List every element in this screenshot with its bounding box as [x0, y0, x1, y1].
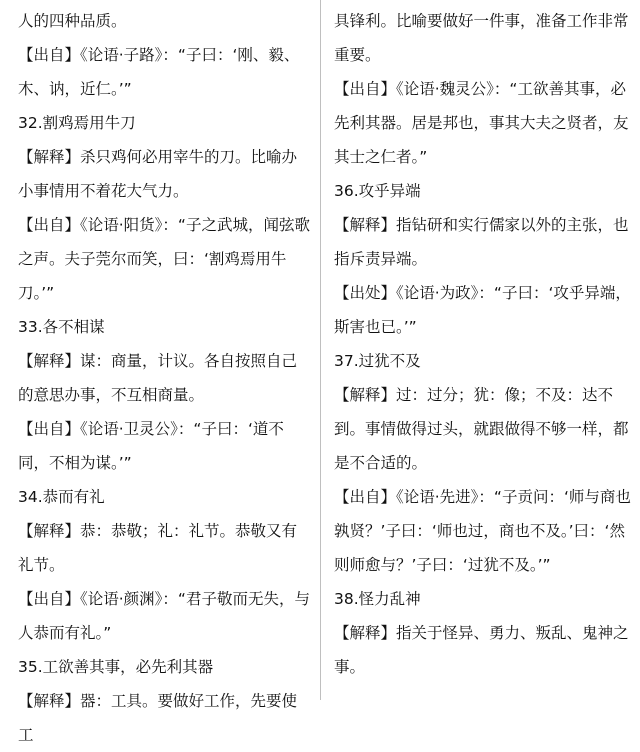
entry-heading: 34.恭而有礼	[18, 488, 105, 506]
source-paragraph: 【出自】《论语·卫灵公》：“子曰：‘道不同，不相为谋。’”	[18, 420, 284, 472]
entry-heading: 36.攻乎异端	[334, 182, 421, 200]
source-paragraph: 【出自】《论语·先进》：“子贡问：‘师与商也孰贤？’子曰：‘师也过，商也不及。’曰：‘然则师愈与？’子曰：‘过犹不及。’”	[334, 488, 631, 574]
left-column	[0, 0, 320, 744]
explanation-paragraph: 【解释】恭：恭敬；礼：礼节。恭敬又有礼节。	[18, 522, 298, 574]
source-paragraph: 【出自】《论语·颜渊》：“君子敬而无失，与人恭而有礼。”	[18, 590, 310, 642]
explanation-paragraph: 【解释】指钻研和实行儒家以外的主张，也指斥责异端。	[334, 216, 629, 268]
source-paragraph: 【出自】《论语·魏灵公》：“工欲善其事，必先利其器。居是邦也，事其大夫之贤者，友其士之仁者。”	[334, 80, 629, 166]
explanation-paragraph: 【解释】器：工具。要做好工作，先要使工	[18, 692, 298, 744]
source-paragraph: 【出自】《论语·子路》：“子曰：‘刚、毅、木、讷，近仁。’”	[18, 46, 300, 98]
entry-heading: 37.过犹不及	[334, 352, 421, 370]
explanation-paragraph: 【解释】谋：商量，计议。各自按照自己的意思办事，不互相商量。	[18, 352, 298, 404]
entry-heading: 33.各不相谋	[18, 318, 105, 336]
right-column	[320, 0, 640, 700]
paragraph: 人的四种品质。	[18, 12, 127, 30]
source-paragraph: 【出处】《论语·为政》：“子曰：‘攻乎异端，斯害也已。’”	[334, 284, 631, 336]
entry-heading: 35.工欲善其事，必先利其器	[18, 658, 214, 676]
entry-heading: 38.怪力乱神	[334, 590, 421, 608]
source-paragraph: 【出自】《论语·阳货》：“子之武城，闻弦歌之声。夫子莞尔而笑，曰：‘割鸡焉用牛刀。’”	[18, 216, 310, 302]
paragraph: 具锋利。比喻要做好一件事，准备工作非常重要。	[334, 12, 629, 64]
explanation-paragraph: 【解释】指关于怪异、勇力、叛乱、鬼神之事。	[334, 624, 629, 676]
explanation-paragraph: 【解释】过：过分；犹：像；不及：达不到。事情做得过头，就跟做得不够一样，都是不合适的。	[334, 386, 629, 472]
explanation-paragraph: 【解释】杀只鸡何必用宰牛的刀。比喻办小事情用不着花大气力。	[18, 148, 298, 200]
entry-heading: 32.割鸡焉用牛刀	[18, 114, 136, 132]
